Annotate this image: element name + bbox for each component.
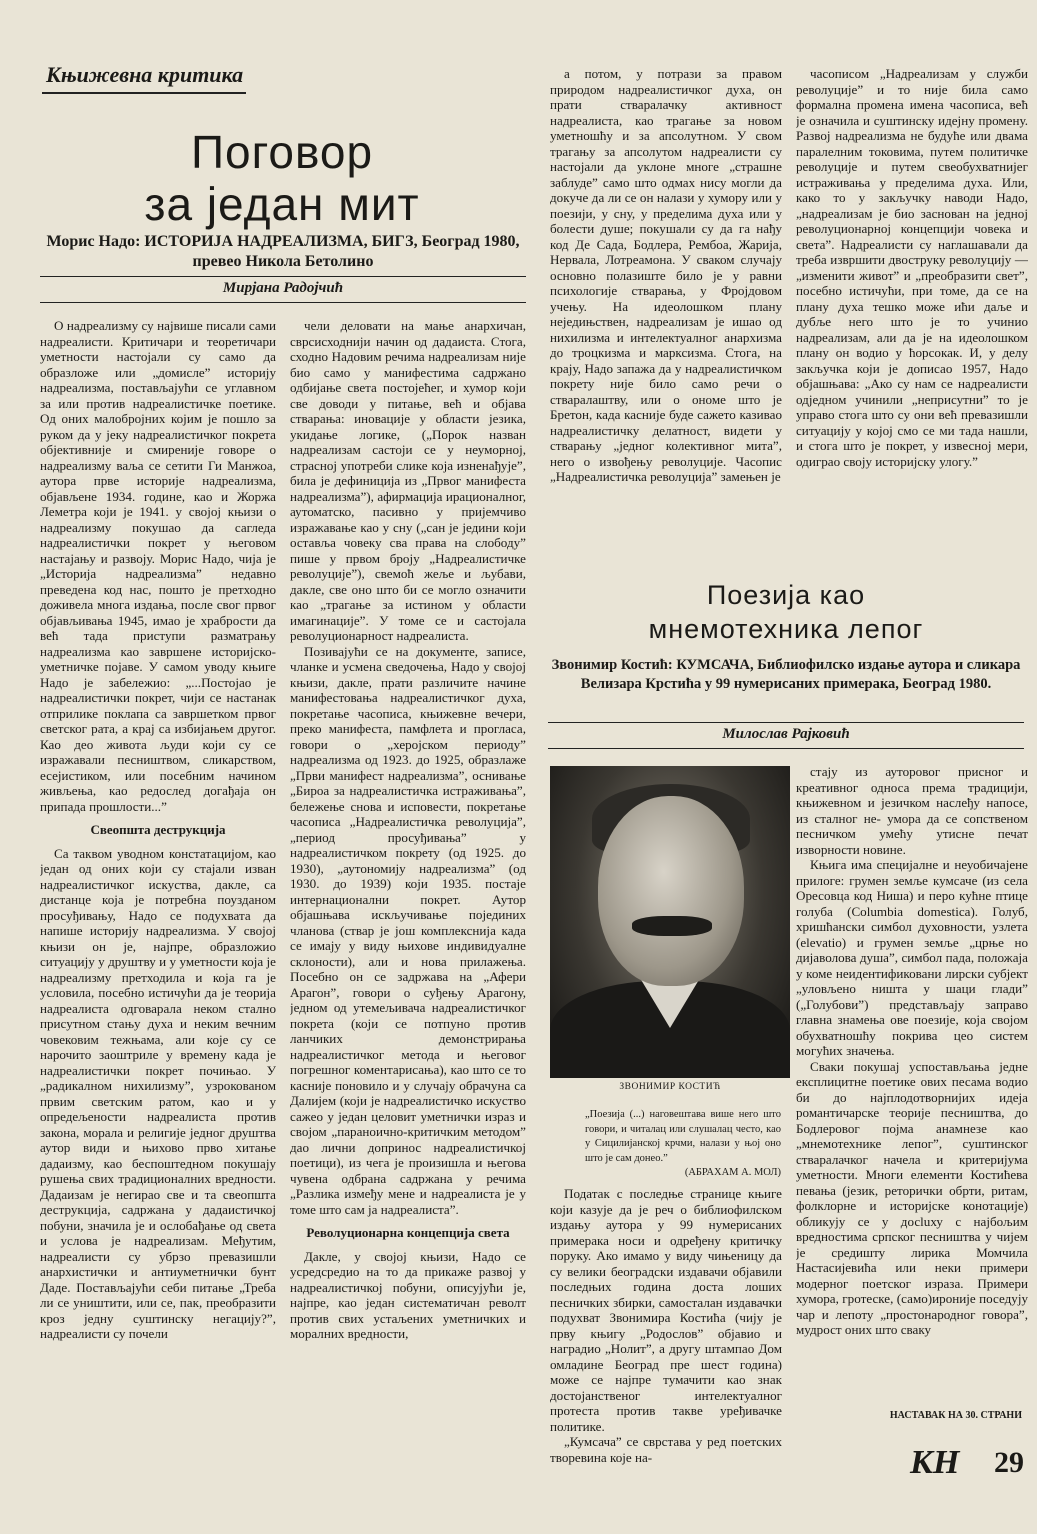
article2-title-line2: мнемотехника лепог [648, 614, 924, 644]
article2-column-1 [550, 1186, 782, 1520]
paragraph: а потом, у потрази за правом природом надреалистичког духа, он прати стваралачку активност надреалиста, као трагање за новом уметношћу и за апсолутном. У свом трагању за апсолутом надреалисти су настојали да уклоне многе „страшне заблуде” само што одмах нису могли да докуче да ли се он налази у хумору или у поезији, у сну, у пределима духа или у болести душе; покушали су да га нађу код Де Сада, Бодлера, Рембоа, Жарија, Нервала, Лотреамона. У сваком случају основно полазиште било је у равни психологије стварања, у Фројдовом учењу. На идеолошком плану неједињствен, надреализам је ишао од нихилизма и интелектуалног анархизма до троцкизма и марксизма. Стога, на крају, Надо запажа да у надреалистичком покрету није било само речи о стваралаштву, или о ономе што је Бретон, када касније буде сажето казивао надреалистичку делатност, видети у стварању „једног колективног мита”, него о извођењу револуције. Часопис „Надреалистичка револуција” замењен је [550, 66, 782, 484]
paragraph: О надреализму су највише писали сами надреалисти. Критичари и теоретичари уметности настојали су само да образложе или „домисле” историју надреализма, постављајући се углавном за или против надреалистичке поетике. Од оних малобројних којим је пошло за руком да у јеку надреалистичког покрета објективније и смиреније говоре о надреализму ваља се сетити Ги Манжоа, аутора прве историје надреализма, објављене 1934. године, као и Жоржа Леметра који је 1941. у својој књизи о надреализму покушао да сагледа надреалистички покрет у његовом настајању и развоју. Морис Надо, чија је „Историја надреализма” недавно преведена код нас, пошто је претходно доживела многа издања, после свог првог објављивања 1945, имао је храбрости да већ тада приступи разматрању надреализма као завршене историјско-уметничке појаве. У самом уводу књиге Надо је забележио: „...Постојао је надреалистички покрет, чији се настанак отприлике поклапа са завршетком првог светског рата, а крај са избијањем другог. Као део живота људи који су се изражавали песништвом, сликарством, есејистиком, или посебним начином живљења, као редослед догађаја он припада прошлости...” [40, 318, 276, 814]
byline-rule [40, 302, 526, 303]
byline-rule [548, 722, 1024, 723]
paragraph: Књига има специјалне и неуобичајене прилоге: грумен земље кумсаче (из села Оресовца код Ниша) и перо кућне птице голуба (Columbia domestica). Голуб, хришћански симбол духовности, узлета (elevatio) и грумен земље „црње но дијаволова душа”, симбол пада, положаја у коме неидентификовани лирски субјект „уловљено ништа у шаци глади” („Голубови”) представљају заправо главна знамења ове поезије, која својом обухватношћу покрива цео систем могућих значења. [796, 857, 1028, 1058]
paragraph: Податак с последње странице књиге који казује да је реч о библиофилском издању аутора у 99 нумерисаних примерака носи и одређену критичку поруку. Ако имамо у виду чињеницу да су велики београдски издавачи објавили последњих година доста лоших песничких збирки, самосталан издавачки подухват Звонимира Костића (чију је прву књигу „Родослов” објавио и наградио „Нолит”, а другу штампао Дом омладине Београд пре шест година) може се најпре тумачити као знак достојанственог интелектуалног протеста против таквe уређивачке политике. [550, 1186, 782, 1434]
photo-caption: ЗВОНИМИР КОСТИЋ [619, 1082, 721, 1092]
article1-column-1 [40, 318, 276, 1508]
article1-column-4 [796, 66, 1028, 560]
continued-note: НАСТАВАК НА 30. СТРАНИ [889, 1410, 1022, 1421]
paragraph: Позивајући се на документе, записе, чланке и усмена сведочења, Надо у својој књизи, дакле, прати различите начине манифестовања надреалистичког духа, покретање часописа, књижевне вечери, преко манифеста, памфлета и прогласа, говори о „херојском периоду” надреализма од 1923. до 1925, образлаже „Први манифест надреализма”, оснивање „Бироа за надреалистичка истраживања”, бележење снова и исповести, покретање часописа „Надреалистичка револуција”, „период просуђивања” у надреалистичком покрету (од 1925. до 1930), „аутономију надреализма” (од 1930. до 1939) који 1935. постаје интернационални покрет. Аутор објашњава искључивање појединих чланова (ствар је још комплекснија када се имају у виду њихове индивидуалне склоности), али и нова прилажења. Посебно он се задржава на „Афери Арагон”, говори о суђењу Арагону, једном од утемељивача надреалистичког покрета (који се потпуно против ланчиких демонстрирања надреалистичког метода и његовог погрешног коментарисања), као што се то касније поновило и у случају обрачуна са Далијем (који је надреалистичко искуство сажео у један целовит уметнички израз и својом „параноично-критичким методом” дао лични допринос надреалистичкој поетици), из чега је произишла и његова чувена одбрана садржана у речима „Разлика између мене и надреалиста је у томе што сам ја надреалиста”. [290, 643, 526, 1217]
paragraph: часописом „Надреализам у служби револуције” и то није била само формална промена имена часописа, већ је означила и суштинску идејну промену. Развој надреализма не будуће или двама паралелним токовима, путем политичке револуције и путем свеобухватнијег истраживања у пределима духа. Или, како то у закључку наводи Надо, „надреализам је био заснован на једној револуционарној концепцији човека и света”. Надреалисти су наглашавали да треба извршити двоструку револуцију — „изменити живот” и „преобразити свет”, посебно истичући, при томе, да се на плану духа тешко може ићи даље и дубље него што је то учинио надреализам, али да је на идеолошком плану он водио у ћорсокак. И, у делу закључка који је дописао 1957, Надо објашњава: „Ако су нам се надреалисти одједном учинили „неприсутни” то је управо стога што су они већ превазишли ситуацију у којој смо се ми тада нашли, и стога што је покрет, у извесној мери, одиграо своју историјску улогу.” [796, 66, 1028, 469]
quote-attribution: (АБРАХАМ А. МОЛ) [684, 1167, 781, 1178]
article1-subtitle: Морис Надо: ИСТОРИЈА НАДРЕАЛИЗМА, БИГЗ, Београд 1980, превео Никола Бетолино [46, 233, 520, 270]
article2-author: Милослав Рајковић [722, 726, 850, 742]
paragraph: чели деловати на мање анархичан, сврсисходнији начин од дадаиста. Стога, сходно Надовим речима надреализам није био само у манифестима садржано одбијање света постојећег, и хумор који све доводи у питање, већ и објава стварања: иновације у области језика, укидање логике, („Порок назван надреализам састоји се у неуморној, страсној употреби слике која изненађује”, била је дефиниција из „Првог манифеста надреализма”), афирмација ирационалног, аутоматско, пасивно у пријемчиво изражавање као у сну („сан је једини који оставља човеку сва права на слободу” пише у првом броју „Надреалистичке револуције”), свемоћ жеље и љубави, дакле, све оно што би се могло означити као „трагање за истином у области имагинације”. У томе се и састојала револуционарност надреалиста. [290, 318, 526, 643]
epigraph-quote [585, 1108, 781, 1181]
section-rule [42, 92, 246, 94]
article1-author: Мирјана Радојчић [222, 280, 344, 296]
paragraph: Сваки покушај успостављања једне експлицитне поетике ових песама водио би до најплодотворнијих идеја романтичарске теорије песништва, до Бодлеровог појма анамнезе као „мнемотехнике лепог”, суштинског стваралачког начела и критеријума уметности. Многи елементи Костићева певања (језик, реторички обрти, ритам, фолклорне и историјске конотације) обликују се у досluху с најбољим вредностима српског песништва у чијем је средишту лирика Момчила Настасијевића или неки примери модерног поетског израза. Примери хумора, гротеске, (само)ироније поседују чар и лепоту „простонародног говора”, мудрост оних што сваку [796, 1058, 1028, 1337]
article1-column-3 [550, 66, 782, 560]
section-label: Књижевна критика [46, 62, 244, 87]
subheading: Револуционарна концепција света [306, 1225, 510, 1240]
subheading: Свеопшта деструкција [90, 822, 226, 837]
paragraph: Са таквом уводном констатацијом, као један од оних који су стајали изван надреалистичког искуства, дакле, са дистанце која је потребна поузданом просуђивању, Надо се подухвата да напише историју надреализма. У својој књизи он је, најпре, образложио ситуацију у друштву и у уметности која је надреализму претходила и која га је условила, посебно истичући да је теорија надреалиста одговарала неком стално присутном стању духа и неким вечним човековим тежњама, али које су се нарочито заоштриле у времену када је надреалистички покрет почињао. У „радикалном нихилизму”, узрокованом првим светским ратом, као и у опредељености надреалиста против закона, морала и религије једног друштва аутор види и њихово прво хитање дадаизму, као беспоштедном покушају рушења свих традиционалних вредности. Дадаизам је негирао све и та свеопшта деструкција, садржана у дадаистичкој побуни, значила је и ослобађање од света и услова је надреализам. Међутим, надреалисти су убрзо превазишли анархистички и антиуметнички бунт Даде. Постављајући себи питање „Треба ли се уништити, или се, пак, преобразити кроз једну суштинску негацију?”, надреалисти су почели [40, 845, 276, 1341]
article1-title-line1: Поговор [190, 126, 374, 178]
byline-rule [40, 276, 526, 277]
article2-subtitle: Звонимир Костић: КУМСАЧА, Библиофилско издање аутора и сликара Велизара Крстића у 99 нумерисаних примерака, Београд 1980. [551, 657, 1021, 692]
article2-column-2 [796, 764, 1028, 1408]
author-portrait-photo [550, 766, 790, 1078]
quote-text: „Поезија (...) наговештава више него што говори, и читалац или слушалац често, као у Сицилијанској крчми, налази у њој оно што је сам донео.” [585, 1109, 781, 1164]
article1-title-line2: за један мит [144, 178, 420, 230]
paragraph: „Кумсача” се сврстава у ред поетских творевина које на- [550, 1434, 782, 1465]
article1-column-2 [290, 318, 526, 1508]
article2-title [550, 578, 1022, 646]
article2-title-line1: Поезија као [706, 580, 866, 610]
journal-logo: КН [910, 1444, 960, 1481]
paragraph: Дакле, у својој књизи, Надо се усредсредио на то да прикаже развој у надреалистичкој побуни, описујући је, најпре, као један систематичан револт против свих устаљених уметничких и моралних вредности, [290, 1248, 526, 1341]
byline-rule [548, 748, 1024, 749]
page-number: 29 [994, 1446, 1024, 1479]
paragraph: стају из ауторовог присног и креативног односа према традицији, књижевном и језичком наслеђу напосе, из сталног не- умора да се сопственом песничком умећу утисне печат изворности новине. [796, 764, 1028, 857]
